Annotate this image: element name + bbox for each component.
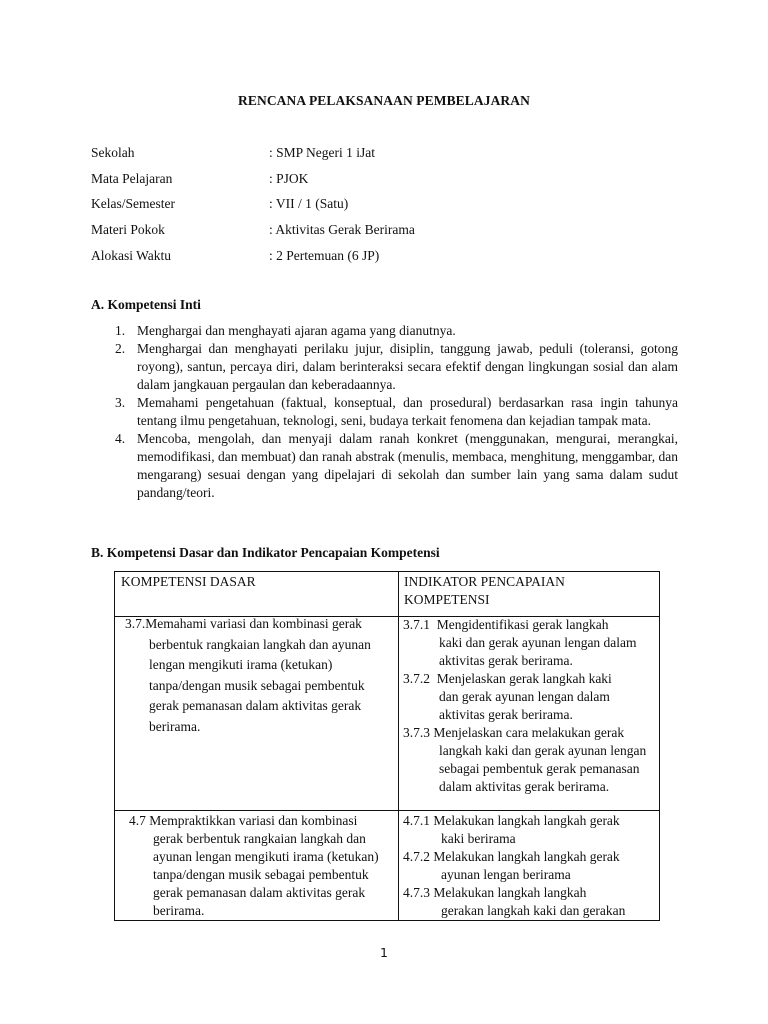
kd-first-line: 4.7 Mempraktikkan variasi dan kombinasi	[129, 813, 358, 828]
indicator-text: gerakan langkah kaki dan gerakan	[441, 903, 626, 918]
table-cell-kd	[125, 614, 395, 738]
table-row-divider	[115, 810, 659, 811]
identity-label: Kelas/Semester	[91, 196, 175, 211]
indicator-text: dan gerak ayunan lengan dalam aktivitas gerak berirama.	[439, 689, 610, 722]
indicator-text: kaki dan gerak ayunan lengan dalam aktivitas gerak berirama.	[439, 635, 637, 668]
list-item-number: 3.	[115, 395, 126, 410]
list-item	[115, 322, 678, 340]
indicator-item	[403, 848, 655, 884]
table-cell-indikator	[403, 616, 655, 796]
list-item-text: Menghargai dan menghayati perilaku jujur, disiplin, tanggung jawab, peduli (toleransi, gotong royong), santun, percaya diri, dalam berinteraksi secara efektif dengan lingkungan sosial dan alam dalam jangkauan pergaulan dan keberadaannya.	[137, 341, 678, 392]
list-item	[115, 340, 678, 394]
indicator-first-line: Melakukan langkah langkah	[433, 885, 587, 900]
indicator-first-line: Menjelaskan cara melakukan gerak	[433, 725, 625, 740]
list-item-text: Menghargai dan menghayati ajaran agama yang dianutnya.	[137, 323, 456, 338]
indicator-item	[403, 884, 655, 920]
identity-label: Alokasi Waktu	[91, 248, 172, 263]
identity-value: : Aktivitas Gerak Berirama	[269, 222, 415, 237]
indicator-code: 3.7.3	[403, 725, 430, 740]
table-cell-indikator	[403, 812, 655, 920]
identity-label: Mata Pelajaran	[91, 171, 173, 186]
list-item-text: Memahami pengetahuan (faktual, konseptual, dan prosedural) berdasarkan rasa ingin tahunya tentang ilmu pengetahuan, teknologi, seni, budaya terkait fenomena dan kejadian tampak mata.	[137, 395, 678, 428]
indicator-text: kaki berirama	[441, 831, 516, 846]
identity-value: : SMP Negeri 1 iJat	[269, 145, 375, 160]
document-title: RENCANA PELAKSANAAN PEMBELAJARAN	[238, 93, 530, 108]
indicator-code: 4.7.3	[403, 885, 430, 900]
indicator-item	[403, 724, 655, 796]
identity-label: Sekolah	[91, 145, 135, 160]
header-line: INDIKATOR PENCAPAIAN	[404, 574, 565, 589]
indicator-text: ayunan lengan berirama	[441, 867, 571, 882]
list-item	[115, 394, 678, 430]
table-header-indikator	[404, 573, 654, 609]
list-item-number: 1.	[115, 323, 126, 338]
indicator-item	[403, 616, 655, 670]
kompetensi-table	[114, 571, 660, 921]
indicator-code: 4.7.1	[403, 813, 430, 828]
list-item	[115, 430, 678, 502]
indicator-first-line: Menjelaskan gerak langkah kaki	[436, 671, 612, 686]
header-line: KOMPETENSI	[404, 592, 490, 607]
page-number: 1	[380, 945, 388, 960]
list-item-number: 2.	[115, 341, 126, 356]
section-b-heading: B. Kompetensi Dasar dan Indikator Pencapaian Kompetensi	[91, 545, 440, 560]
section-a-heading: A. Kompetensi Inti	[91, 297, 201, 312]
identity-value: : PJOK	[269, 171, 309, 186]
table-cell-kd	[129, 812, 395, 920]
table-header-kd: KOMPETENSI DASAR	[121, 574, 256, 589]
indicator-text: langkah kaki dan gerak ayunan lengan sebagai pembentuk gerak pemanasan dalam aktivitas gerak berirama.	[439, 743, 647, 794]
indicator-item	[403, 670, 655, 724]
list-item-text: Mencoba, mengolah, dan menyaji dalam ranah konkret (menggunakan, mengurai, merangkai, memodifikasi, dan membuat) dan ranah abstrak (menulis, membaca, menghitung, menggambar, dan mengarang) sesuai dengan yang dipelajari di sekolah dan sumber lain yang sama dalam sudut pandang/teori.	[137, 431, 678, 500]
list-item-number: 4.	[115, 431, 126, 446]
indicator-first-line: Melakukan langkah langkah gerak	[433, 813, 620, 828]
identity-value: : VII / 1 (Satu)	[269, 196, 349, 211]
kompetensi-inti-list	[115, 322, 678, 502]
indicator-item	[403, 812, 655, 848]
identity-value: : 2 Pertemuan (6 JP)	[269, 248, 380, 263]
table-column-divider	[398, 572, 399, 920]
identity-label: Materi Pokok	[91, 222, 165, 237]
kd-first-line: 3.7.Memahami variasi dan kombinasi gerak	[125, 616, 362, 631]
indicator-code: 3.7.1	[403, 617, 430, 632]
kd-text: gerak berbentuk rangkaian langkah dan ayunan lengan mengikuti irama (ketukan) tanpa/dengan musik sebagai pembentuk gerak pemanasan dalam aktivitas gerak berirama.	[153, 831, 379, 918]
indicator-first-line: Melakukan langkah langkah gerak	[433, 849, 620, 864]
indicator-first-line: Mengidentifikasi gerak langkah	[436, 617, 609, 632]
indicator-code: 4.7.2	[403, 849, 430, 864]
kd-text: berbentuk rangkaian langkah dan ayunan lengan mengikuti irama (ketukan) tanpa/dengan musik sebagai pembentuk gerak pemanasan dalam aktivitas gerak berirama.	[149, 636, 371, 734]
indicator-code: 3.7.2	[403, 671, 430, 686]
